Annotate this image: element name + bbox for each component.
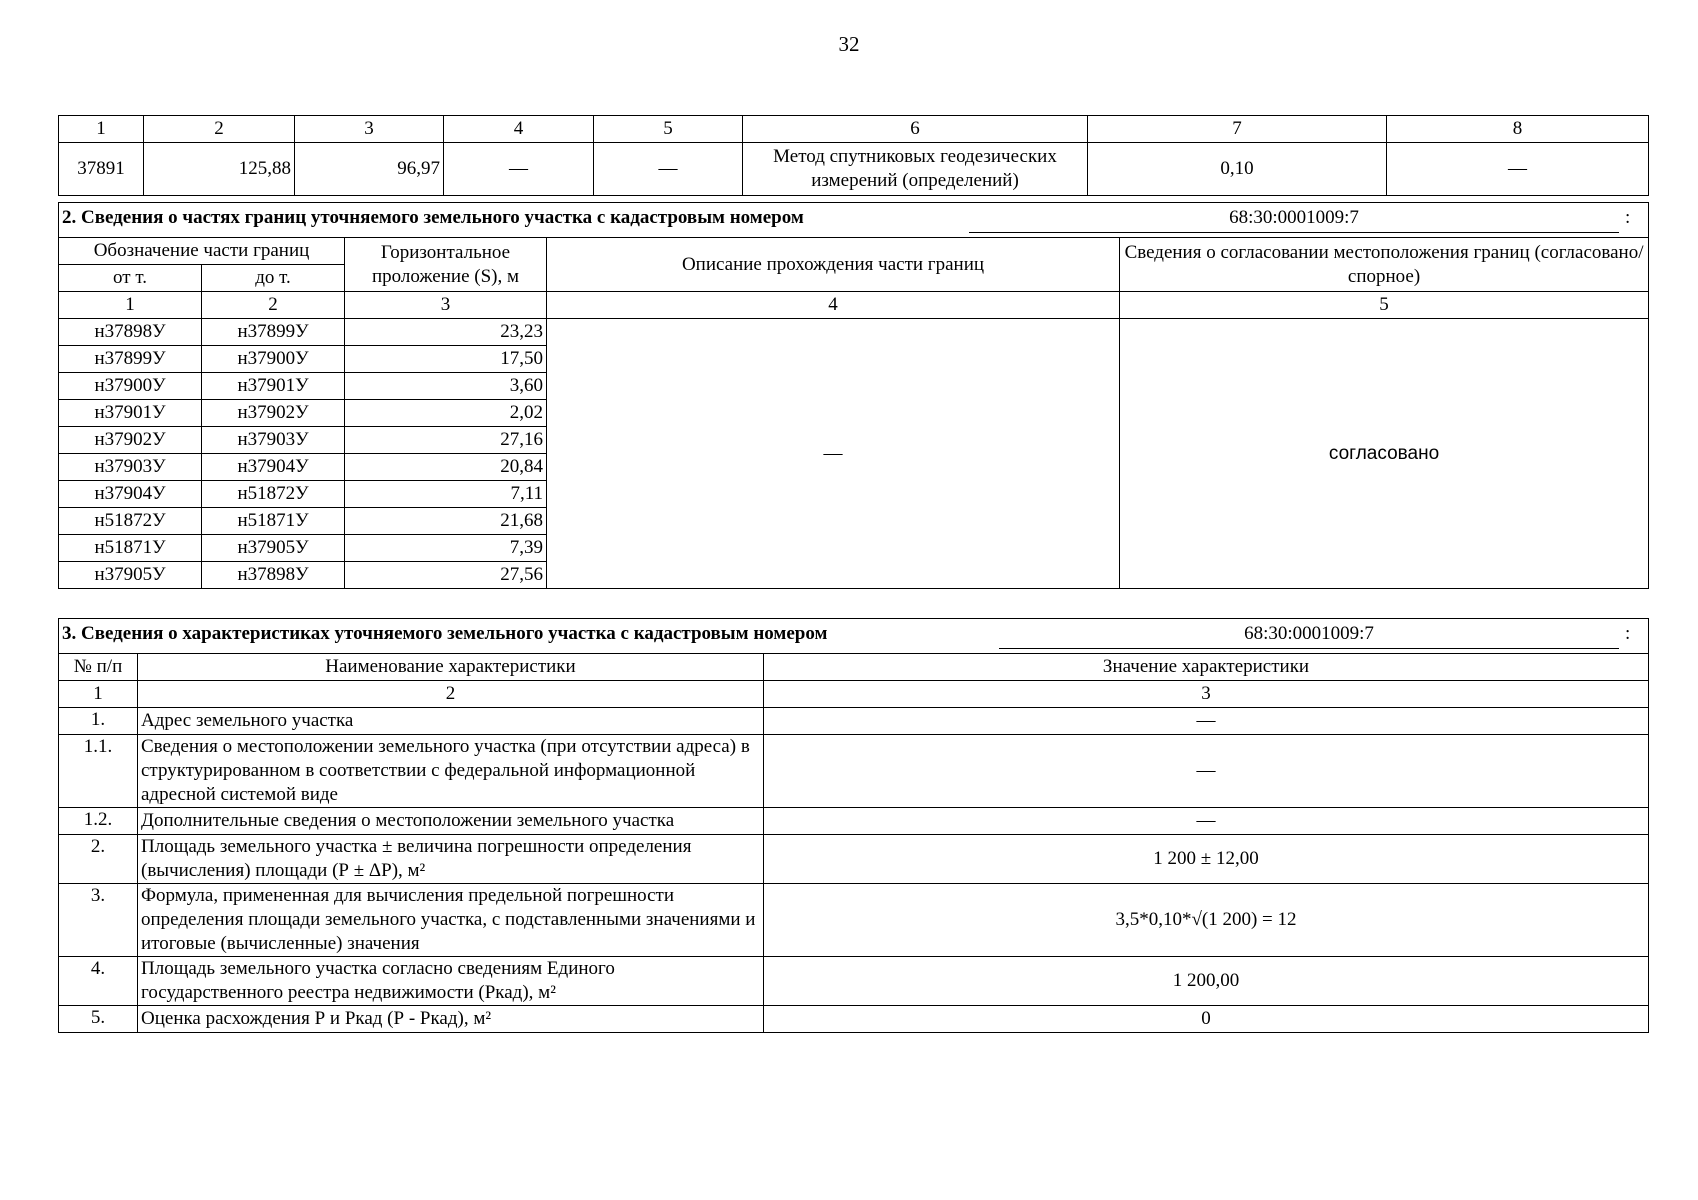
table-row (59, 735, 1649, 808)
cell-value: — (1387, 143, 1649, 196)
characteristic-value: — (764, 735, 1649, 808)
column-number: 2 (202, 292, 345, 319)
row-number: 2. (59, 835, 138, 884)
characteristic-value: 1 200 ± 12,00 (764, 835, 1649, 884)
to-point: н37902У (202, 400, 345, 427)
section-2-title: 2. Сведения о частях границ уточняемого земельного участка с кадастровым номером (62, 207, 804, 228)
row-number: 4. (59, 957, 138, 1006)
description-value: — (547, 319, 1120, 589)
horizontal-distance: 20,84 (345, 454, 547, 481)
characteristic-value: — (764, 708, 1649, 735)
point-number: 37891 (59, 143, 144, 196)
page-number: 32 (838, 32, 860, 56)
header-name: Наименование характеристики (138, 654, 764, 681)
from-point: н37905У (59, 562, 202, 589)
column-number: 8 (1387, 116, 1649, 143)
header-agreement: Сведения о согласовании местоположения границ (согласовано/спорное) (1120, 238, 1649, 292)
characteristic-value: 0 (764, 1006, 1649, 1033)
column-number: 4 (547, 292, 1120, 319)
table-row (59, 708, 1649, 735)
to-point: н51872У (202, 481, 345, 508)
boundary-parts-table (58, 202, 1649, 589)
characteristic-value: 3,5*0,10*√(1 200) = 12 (764, 884, 1649, 957)
from-point: н37901У (59, 400, 202, 427)
to-point: н37904У (202, 454, 345, 481)
from-point: н37902У (59, 427, 202, 454)
table-row (59, 143, 1649, 196)
column-numbers-row (59, 292, 1649, 319)
cell-value: — (594, 143, 743, 196)
horizontal-distance: 3,60 (345, 373, 547, 400)
from-point: н37903У (59, 454, 202, 481)
from-point: н37904У (59, 481, 202, 508)
table-row (59, 808, 1649, 835)
to-point: н37905У (202, 535, 345, 562)
agreement-value: согласовано (1120, 319, 1649, 589)
characteristic-name: Площадь земельного участка ± величина погрешности определения (вычисления) площади (Р ± ΔР), м² (138, 835, 764, 884)
row-number: 1. (59, 708, 138, 735)
header-value: Значение характеристики (764, 654, 1649, 681)
horizontal-distance: 27,16 (345, 427, 547, 454)
table-row (59, 1006, 1649, 1033)
to-point: н37900У (202, 346, 345, 373)
row-number: 5. (59, 1006, 138, 1033)
table-header-row (59, 654, 1649, 681)
table-row (59, 884, 1649, 957)
characteristic-name: Дополнительные сведения о местоположении земельного участка (138, 808, 764, 835)
colon: : (1625, 623, 1631, 644)
column-number: 1 (59, 292, 202, 319)
column-number: 5 (594, 116, 743, 143)
column-number: 2 (144, 116, 295, 143)
to-point: н51871У (202, 508, 345, 535)
cell-value: 125,88 (144, 143, 295, 196)
cadastral-number: 68:30:0001009:7 (999, 622, 1619, 649)
row-number: 3. (59, 884, 138, 957)
column-number: 4 (444, 116, 594, 143)
to-point: н37899У (202, 319, 345, 346)
horizontal-distance: 7,39 (345, 535, 547, 562)
row-number: 1.2. (59, 808, 138, 835)
section-3-title: 3. Сведения о характеристиках уточняемого земельного участка с кадастровым номером (62, 623, 828, 644)
section-heading-row (59, 203, 1649, 238)
cell-value: — (444, 143, 594, 196)
header-num: № п/п (59, 654, 138, 681)
cell-value: 0,10 (1088, 143, 1387, 196)
to-point: н37903У (202, 427, 345, 454)
from-point: н51872У (59, 508, 202, 535)
table-header-row (59, 238, 1649, 265)
characteristics-table (58, 618, 1649, 1033)
horizontal-distance: 17,50 (345, 346, 547, 373)
method-cell: Метод спутниковых геодезических измерений (определений) (743, 143, 1088, 196)
characteristic-name: Формула, примененная для вычисления предельной погрешности определения площади земельного участка, с подставленными значениями и итоговые (вычисленные) значения (138, 884, 764, 957)
row-number: 1.1. (59, 735, 138, 808)
table-row (59, 835, 1649, 884)
to-point: н37898У (202, 562, 345, 589)
header-to: до т. (202, 265, 345, 292)
header-from: от т. (59, 265, 202, 292)
horizontal-distance: 21,68 (345, 508, 547, 535)
to-point: н37901У (202, 373, 345, 400)
column-number: 5 (1120, 292, 1649, 319)
section-heading-row (59, 619, 1649, 654)
column-number: 1 (59, 116, 144, 143)
header-part-designation: Обозначение части границ (59, 238, 345, 265)
table-row (59, 957, 1649, 1006)
colon: : (1625, 207, 1631, 228)
table-header-row (59, 116, 1649, 143)
horizontal-distance: 7,11 (345, 481, 547, 508)
characteristic-name: Площадь земельного участка согласно сведениям Единого государственного реестра недвижимости (Ркад), м² (138, 957, 764, 1006)
from-point: н37900У (59, 373, 202, 400)
column-numbers-row (59, 681, 1649, 708)
column-number: 3 (764, 681, 1649, 708)
column-number: 6 (743, 116, 1088, 143)
header-description: Описание прохождения части границ (547, 238, 1120, 292)
horizontal-distance: 23,23 (345, 319, 547, 346)
column-number: 3 (295, 116, 444, 143)
characteristic-name: Сведения о местоположении земельного участка (при отсутствии адреса) в структурированном в соответствии с федеральной информационной адресной системой виде (138, 735, 764, 808)
column-number: 2 (138, 681, 764, 708)
table-row (59, 319, 1649, 346)
cell-value: 96,97 (295, 143, 444, 196)
characteristic-name: Адрес земельного участка (138, 708, 764, 735)
cadastral-number: 68:30:0001009:7 (969, 206, 1619, 233)
horizontal-distance: 27,56 (345, 562, 547, 589)
characteristic-value: 1 200,00 (764, 957, 1649, 1006)
from-point: н37898У (59, 319, 202, 346)
characteristic-name: Оценка расхождения Р и Ркад (Р - Ркад), м² (138, 1006, 764, 1033)
column-number: 1 (59, 681, 138, 708)
column-number: 7 (1088, 116, 1387, 143)
from-point: н37899У (59, 346, 202, 373)
horizontal-distance: 2,02 (345, 400, 547, 427)
coordinates-table (58, 115, 1649, 196)
characteristic-value: — (764, 808, 1649, 835)
column-number: 3 (345, 292, 547, 319)
from-point: н51871У (59, 535, 202, 562)
header-horizontal: Горизонтальное проложение (S), м (345, 238, 547, 292)
